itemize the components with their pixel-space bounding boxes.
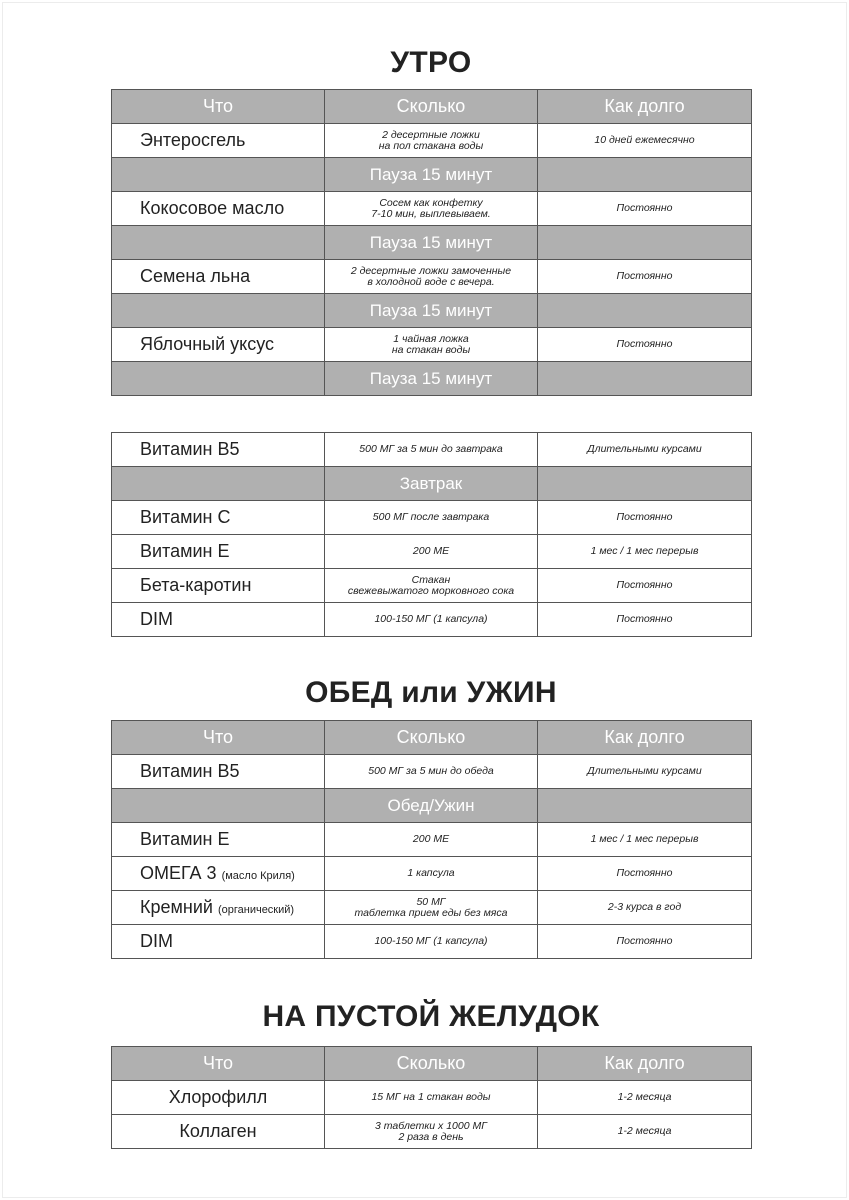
item-name: Яблочный уксус (112, 328, 325, 362)
section-title-morning: УТРО (390, 46, 472, 79)
item-duration: 1 мес / 1 мес перерыв (538, 823, 752, 857)
table-row (112, 1115, 752, 1149)
item-name: Кокосовое масло (112, 192, 325, 226)
item-name: Бета-каротин (112, 569, 325, 603)
column-header-what: Что (112, 721, 325, 755)
column-header-amount: Сколько (325, 721, 538, 755)
item-amount: 500 МГ после завтрака (325, 501, 538, 535)
item-duration: Постоянно (538, 192, 752, 226)
morning-table (111, 89, 752, 396)
item-amount: 3 таблетки х 1000 МГ 2 раза в день (325, 1115, 538, 1149)
item-duration: Постоянно (538, 501, 752, 535)
item-duration: 1 мес / 1 мес перерыв (538, 535, 752, 569)
item-duration: Постоянно (538, 857, 752, 891)
table-row (112, 1081, 752, 1115)
pause-label: Пауза 15 минут (325, 294, 538, 328)
item-name: Хлорофилл (112, 1081, 325, 1115)
table-row (112, 535, 752, 569)
column-header-what: Что (112, 1047, 325, 1081)
item-name: Витамин Е (112, 823, 325, 857)
item-name: Витамин B5 (112, 433, 325, 467)
item-name: Кремний (органический) (112, 891, 325, 925)
item-duration: Постоянно (538, 260, 752, 294)
column-header-amount: Сколько (325, 90, 538, 124)
item-amount: Стакан свежевыжатого морковного сока (325, 569, 538, 603)
table-row (112, 891, 752, 925)
table-row (112, 569, 752, 603)
item-duration: Длительными курсами (538, 433, 752, 467)
pause-row (112, 294, 752, 328)
item-amount: 50 МГ таблетка прием еды без мяса (325, 891, 538, 925)
table-row (112, 823, 752, 857)
item-name-note: (масло Криля) (221, 870, 295, 882)
table-row (112, 755, 752, 789)
item-duration: 2-3 курса в год (538, 891, 752, 925)
item-name: DIM (112, 603, 325, 637)
item-name: ОМЕГА 3 (масло Криля) (112, 857, 325, 891)
item-duration: 1-2 месяца (538, 1081, 752, 1115)
item-amount: 200 МЕ (325, 823, 538, 857)
item-amount: 15 МГ на 1 стакан воды (325, 1081, 538, 1115)
item-duration: Постоянно (538, 603, 752, 637)
table-row (112, 925, 752, 959)
item-amount: 1 капсула (325, 857, 538, 891)
lunch-table (111, 720, 752, 959)
item-duration: Длительными курсами (538, 755, 752, 789)
breakfast-table (111, 432, 752, 637)
section-title-empty-stomach: НА ПУСТОЙ ЖЕЛУДОК (262, 1000, 600, 1033)
table-row (112, 501, 752, 535)
table-row (112, 328, 752, 362)
column-header-what: Что (112, 90, 325, 124)
column-header-amount: Сколько (325, 1047, 538, 1081)
table-row (112, 603, 752, 637)
item-name-note: (органический) (217, 904, 295, 916)
item-amount: 500 МГ за 5 мин до обеда (325, 755, 538, 789)
pause-row (112, 362, 752, 396)
item-name: Семена льна (112, 260, 325, 294)
table-row (112, 433, 752, 467)
item-amount: 100-150 МГ (1 капсула) (325, 925, 538, 959)
item-amount: 500 МГ за 5 мин до завтрака (325, 433, 538, 467)
item-amount: 200 МЕ (325, 535, 538, 569)
item-amount: 100-150 МГ (1 капсула) (325, 603, 538, 637)
table-row (112, 857, 752, 891)
table-header-row (112, 1047, 752, 1081)
item-name: Витамин B5 (112, 755, 325, 789)
item-name: Энтеросгель (112, 124, 325, 158)
column-header-duration: Как долго (538, 1047, 752, 1081)
empty-stomach-table (111, 1046, 752, 1149)
section-title-lunch: ОБЕД или УЖИН (305, 676, 557, 709)
item-duration: 10 дней ежемесячно (538, 124, 752, 158)
pause-label: Пауза 15 минут (325, 226, 538, 260)
item-duration: 1-2 месяца (538, 1115, 752, 1149)
pause-label: Пауза 15 минут (325, 158, 538, 192)
table-header-row (112, 721, 752, 755)
table-header-row (112, 90, 752, 124)
item-name: DIM (112, 925, 325, 959)
item-amount: 1 чайная ложка на стакан воды (325, 328, 538, 362)
pause-label: Обед/Ужин (325, 789, 538, 823)
pause-label: Пауза 15 минут (325, 362, 538, 396)
pause-row (112, 789, 752, 823)
column-header-duration: Как долго (538, 721, 752, 755)
pause-row (112, 158, 752, 192)
column-header-duration: Как долго (538, 90, 752, 124)
pause-row (112, 467, 752, 501)
table-row (112, 124, 752, 158)
item-amount: 2 десертные ложки на пол стакана воды (325, 124, 538, 158)
item-name: Коллаген (112, 1115, 325, 1149)
pause-label: Завтрак (325, 467, 538, 501)
table-row (112, 260, 752, 294)
item-amount: 2 десертные ложки замоченные в холодной воде с вечера. (325, 260, 538, 294)
item-duration: Постоянно (538, 925, 752, 959)
item-duration: Постоянно (538, 569, 752, 603)
item-name: Витамин Е (112, 535, 325, 569)
pause-row (112, 226, 752, 260)
table-row (112, 192, 752, 226)
item-duration: Постоянно (538, 328, 752, 362)
item-amount: Сосем как конфетку 7-10 мин, выплевываем. (325, 192, 538, 226)
item-name: Витамин С (112, 501, 325, 535)
